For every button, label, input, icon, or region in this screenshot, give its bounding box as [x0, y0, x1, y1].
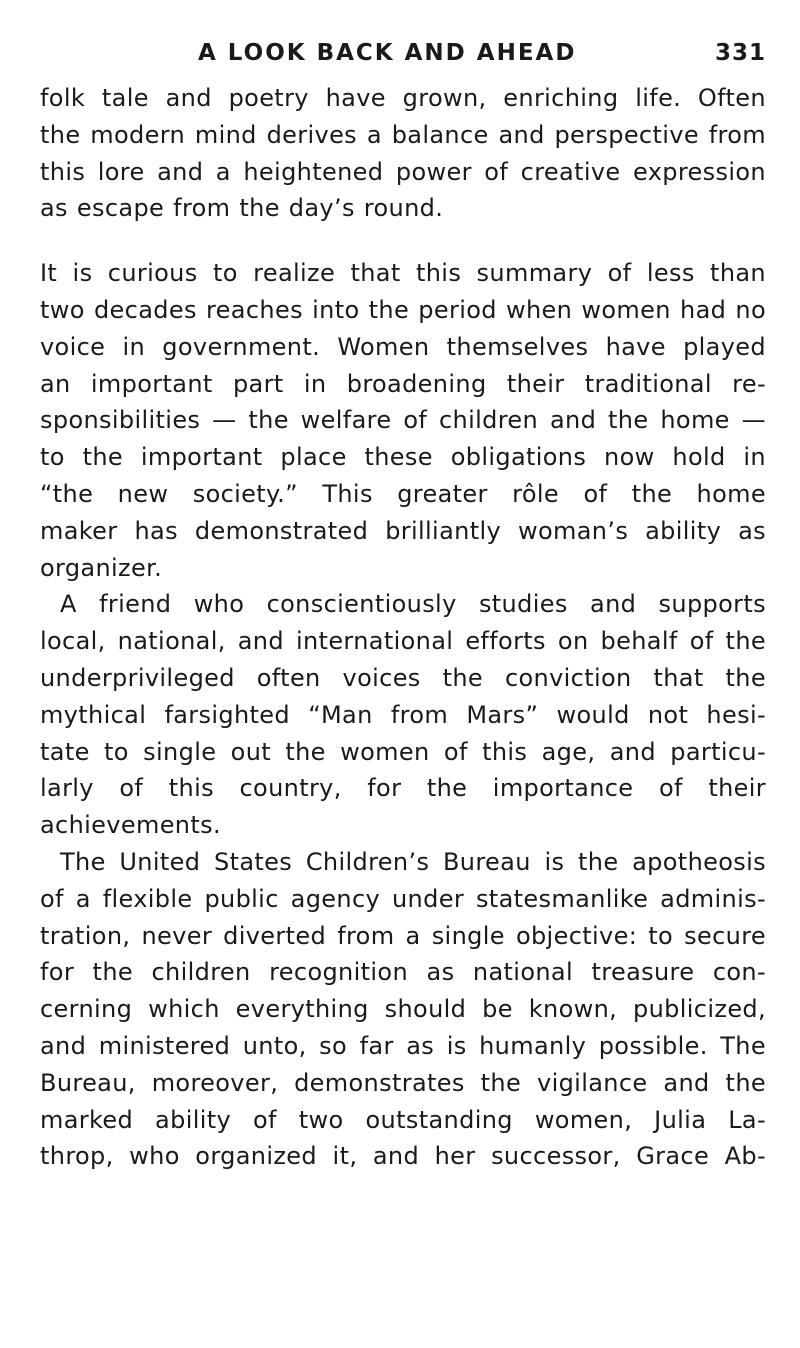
text-line: marked ability of two outstanding women, Julia La-	[40, 1105, 766, 1134]
text-line: organizer.	[40, 553, 163, 582]
text-line: as escape from the day’s round.	[40, 194, 444, 223]
text-line: folk tale and poetry have grown, enriching life. Often	[40, 84, 766, 112]
paragraph	[40, 80, 766, 227]
text-line: two decades reaches into the period when women had no	[40, 295, 766, 324]
running-header	[40, 40, 766, 80]
book-page	[40, 40, 766, 1175]
paragraph	[40, 586, 766, 844]
text-line: Bureau, moreover, demonstrates the vigilance and the	[40, 1068, 766, 1097]
text-line: The United States Children’s Bureau is the apotheosis	[60, 847, 766, 876]
text-line: achievements.	[40, 811, 221, 840]
text-line: this lore and a heightened power of creative expression	[40, 157, 766, 186]
text-line: the modern mind derives a balance and perspective from	[40, 120, 766, 149]
text-line: tate to single out the women of this age, and particu-	[40, 737, 766, 766]
text-line: It is curious to realize that this summary of less than	[40, 259, 766, 288]
text-line: and ministered unto, so far as is humanly possible. The	[40, 1031, 766, 1060]
text-line: maker has demonstrated brilliantly woman’s ability as	[40, 516, 766, 545]
text-line: A friend who conscientiously studies and supports	[60, 590, 766, 619]
text-line: of a flexible public agency under statesmanlike adminis-	[40, 884, 766, 913]
text-line: tration, never diverted from a single objective: to secure	[40, 921, 766, 950]
text-line: voice in government. Women themselves have played	[40, 332, 766, 361]
text-line: mythical farsighted “Man from Mars” would not hesi-	[40, 700, 766, 729]
text-line: sponsibilities — the welfare of children and the home —	[40, 406, 766, 435]
running-title: A LOOK BACK AND AHEAD	[198, 40, 577, 66]
text-line: an important part in broadening their traditional re-	[40, 369, 766, 398]
page-number: 331	[714, 40, 766, 66]
text-line: to the important place these obligations now hold in	[40, 443, 766, 472]
text-line: cerning which everything should be known, publicized,	[40, 995, 766, 1024]
text-line: throp, who organized it, and her successor, Grace Ab-	[40, 1142, 766, 1171]
paragraph	[40, 255, 766, 586]
text-line: underprivileged often voices the conviction that the	[40, 663, 766, 692]
text-line: local, national, and international efforts on behalf of the	[40, 627, 766, 656]
text-line: “the new society.” This greater rôle of the home	[40, 479, 766, 508]
text-line: for the children recognition as national treasure con-	[40, 958, 766, 987]
paragraph	[40, 844, 766, 1175]
text-line: larly of this country, for the importance of their	[40, 774, 766, 803]
